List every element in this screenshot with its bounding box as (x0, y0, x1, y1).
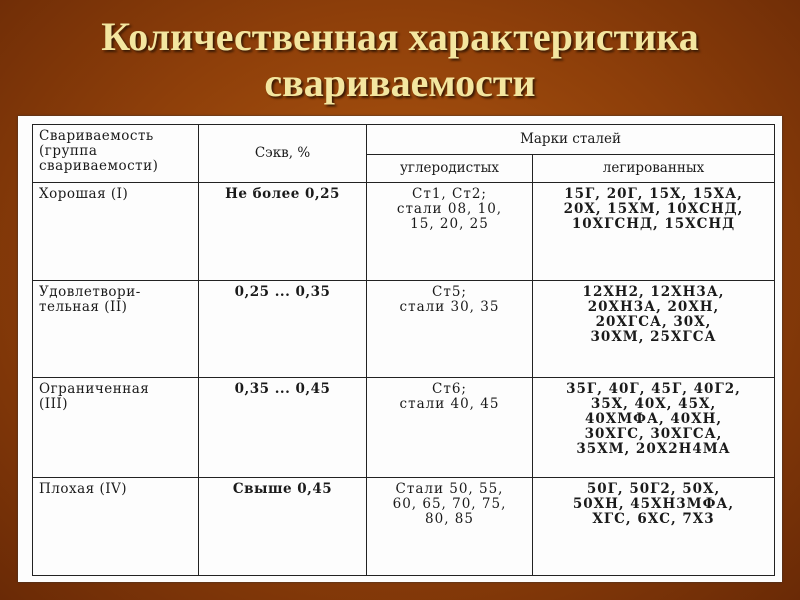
cell-alloy-steels: 35Г, 40Г, 45Г, 40Г2, 35Х, 40Х, 45Х, 40ХМФА, 40ХН, 30ХГС, 30ХГСА, 35ХМ, 20Х2Н4МА (533, 377, 775, 477)
cell-alloy-steels: 12ХН2, 12ХН3А, 20ХН3А, 20ХН, 20ХГСА, 30Х, 30ХМ, 25ХГСА (533, 280, 775, 377)
header-carbon-steels: углеродистых (367, 155, 533, 183)
header-steel-marks: Марки сталей (367, 125, 775, 155)
cell-group: Удовлетвори- тельная (II) (33, 280, 199, 377)
cell-carbon-steels: Стали 50, 55, 60, 65, 70, 75, 80, 85 (367, 477, 533, 575)
cell-group: Ограниченная (III) (33, 377, 199, 477)
cell-alloy-steels: 15Г, 20Г, 15Х, 15ХА, 20Х, 15ХМ, 10ХСНД, 10ХГСНД, 15ХСНД (533, 183, 775, 281)
cell-group: Хорошая (I) (33, 183, 199, 281)
header-group: Свариваемость (группа свариваемости) (33, 125, 199, 183)
table-row (33, 377, 775, 477)
header-ceq: Cэкв, % (199, 125, 367, 183)
cell-group: Плохая (IV) (33, 477, 199, 575)
slide-title (0, 14, 800, 106)
slide-title-line-2: свариваемости (264, 60, 536, 105)
cell-alloy-steels: 50Г, 50Г2, 50Х, 50ХН, 45ХН3МФА, ХГС, 6ХС, 7Х3 (533, 477, 775, 575)
cell-carbon-steels: Ст6; стали 40, 45 (367, 377, 533, 477)
cell-ceq: Не более 0,25 (199, 183, 367, 281)
slide-title-line-1: Количественная характеристика (101, 14, 699, 59)
cell-carbon-steels: Ст5; стали 30, 35 (367, 280, 533, 377)
table-row (33, 280, 775, 377)
table-row (33, 477, 775, 575)
header-alloy-steels: легированных (533, 155, 775, 183)
weldability-table (32, 124, 775, 576)
cell-ceq: Свыше 0,45 (199, 477, 367, 575)
cell-ceq: 0,35 ... 0,45 (199, 377, 367, 477)
table-row (33, 183, 775, 281)
table-sheet (18, 116, 782, 582)
cell-ceq: 0,25 ... 0,35 (199, 280, 367, 377)
cell-carbon-steels: Ст1, Ст2; стали 08, 10, 15, 20, 25 (367, 183, 533, 281)
